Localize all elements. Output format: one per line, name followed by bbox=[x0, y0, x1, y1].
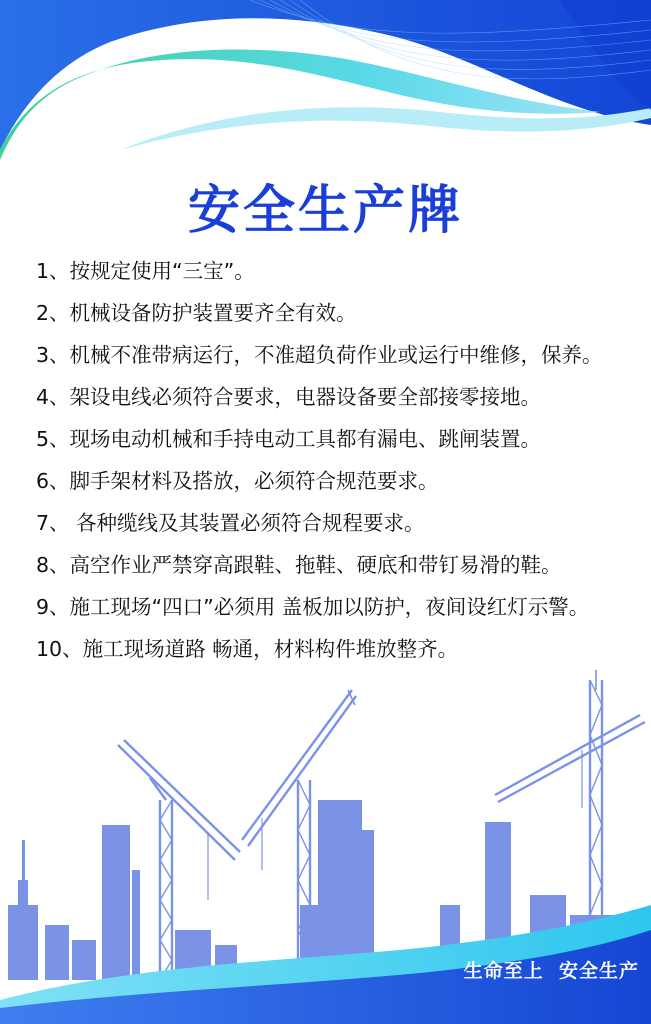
list-item: 6、脚手架材料及搭放，必须符合规范要求。 bbox=[36, 469, 439, 493]
header-wave-cyan bbox=[120, 107, 651, 150]
list-item: 9、施工现场“四口”必须用 盖板加以防护，夜间设红灯示警。 bbox=[36, 595, 590, 619]
page-title: 安全生产牌 bbox=[187, 181, 463, 241]
safety-rules-list bbox=[36, 250, 648, 670]
list-item: 7、 各种缆线及其装置必须符合规程要求。 bbox=[36, 511, 425, 535]
list-item: 10、施工现场道路 畅通，材料构件堆放整齐。 bbox=[36, 637, 459, 661]
list-item: 4、架设电线必须符合要求，电器设备要全部接零接地。 bbox=[36, 385, 542, 409]
list-item: 2、机械设备防护装置要齐全有效。 bbox=[36, 301, 357, 325]
list-item: 8、高空作业严禁穿高跟鞋、拖鞋、硬底和带钉易滑的鞋。 bbox=[36, 553, 562, 577]
list-item: 3、机械不准带病运行，不准超负荷作业或运行中维修，保养。 bbox=[36, 343, 603, 367]
footer-slogan: 生命至上 安全生产 bbox=[463, 960, 639, 982]
list-item: 5、现场电动机械和手持电动工具都有漏电、跳闸装置。 bbox=[36, 427, 542, 451]
list-item: 1、按规定使用“三宝”。 bbox=[36, 259, 255, 283]
